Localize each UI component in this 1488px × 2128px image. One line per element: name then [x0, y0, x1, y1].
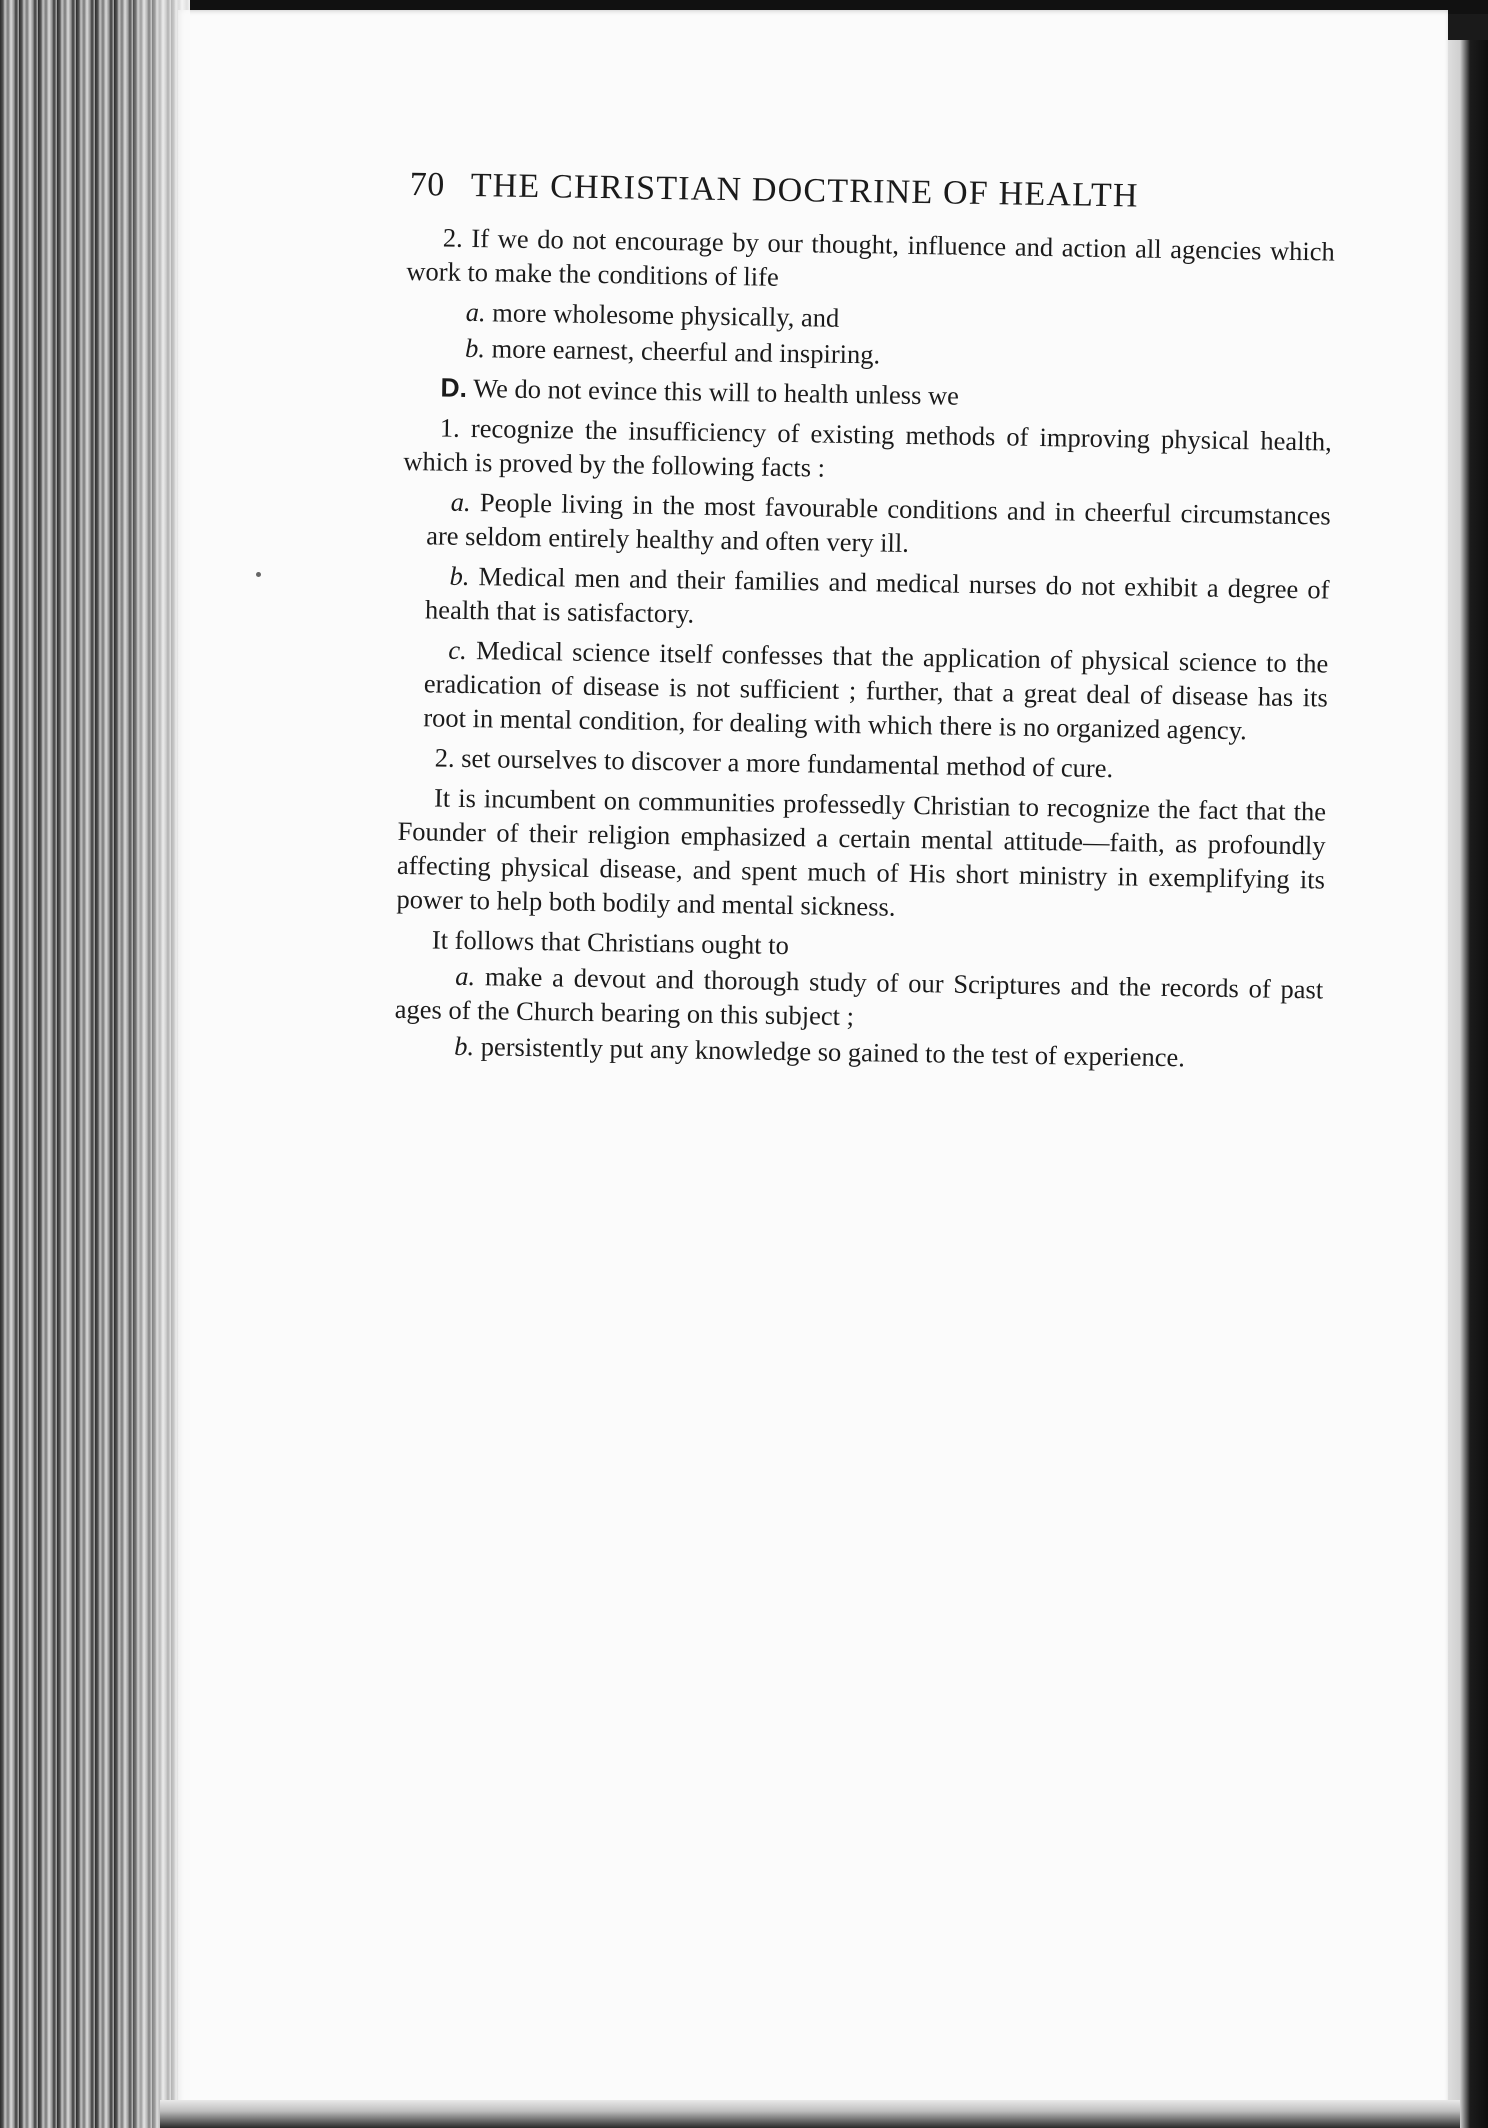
- subitem-a-people: [402, 484, 1331, 567]
- subitem-text: make a devout and thorough study of our Scriptures and the records of past ages of the Church bearing on this subject ;: [394, 961, 1324, 1032]
- section-label: D.: [440, 372, 468, 403]
- book-right-edge: [1448, 40, 1488, 2128]
- subitem-label: b.: [464, 332, 486, 364]
- paragraph-text: recognize the insufficiency of existing methods of improving physical health, which is proved by the following facts :: [403, 413, 1333, 483]
- paragraph-2-encourage: [406, 220, 1335, 303]
- subitem-text: more wholesome physically, and: [492, 297, 840, 333]
- subitem-label: a.: [465, 296, 486, 328]
- page-edge-fade: [120, 0, 190, 2128]
- subitem-text: Medical science itself confesses that the application of physical science to the eradication of disease is not sufficient ; further, that a great deal of disease has its root in mental condition, for dealing with which there is no organized agency.: [423, 635, 1329, 746]
- running-title: THE CHRISTIAN DOCTRINE OF HEALTH: [470, 166, 1139, 215]
- subitem-text: People living in the most favourable conditions and in cheerful circumstances are seldom entirely healthy and often very ill.: [425, 487, 1331, 558]
- subitem-text: more earnest, cheerful and inspiring.: [491, 333, 881, 370]
- subitem-label: a.: [455, 960, 476, 992]
- subitem-label: b.: [449, 560, 470, 592]
- subitem-label: a.: [450, 486, 471, 518]
- paragraph-text: set ourselves to discover a more fundamental method of cure.: [461, 742, 1114, 784]
- scan-speck: [256, 572, 261, 577]
- page-text-block: [394, 168, 1336, 1082]
- subitem-text: persistently put any knowledge so gained to the test of experience.: [480, 1031, 1186, 1073]
- paragraph-incumbent: [396, 780, 1326, 931]
- section-text: We do not evince this will to health unless we: [472, 373, 960, 411]
- paragraph-text: If we do not encourage by our thought, influence and action all agencies which work to make the conditions of life: [406, 223, 1336, 292]
- page-number: 70: [409, 166, 446, 204]
- subitem-label: c.: [448, 634, 468, 665]
- item-number: 2.: [442, 222, 464, 253]
- subitem-b-medical-men: [401, 558, 1330, 641]
- item-number: 1.: [439, 412, 461, 443]
- paragraph-1-recognize: [403, 410, 1332, 493]
- book-bottom-edge: [160, 2100, 1460, 2128]
- subitem-c-medical-science: [399, 632, 1328, 749]
- paragraph-text: It follows that Christians ought to: [431, 924, 790, 961]
- paragraph-text: It is incumbent on communities professedly Christian to recognize the fact that the Founder of their religion emphasized a certain mental attitude—faith, as profoundly affecting physical disease, and spent much of His short ministry in exemplifying its power to help both bodily and mental sickness.: [396, 782, 1327, 922]
- item-number: 2.: [434, 742, 455, 773]
- subitem-text: Medical men and their families and medical nurses do not exhibit a degree of health that is satisfactory.: [424, 561, 1330, 629]
- subitem-label: b.: [453, 1030, 475, 1062]
- subitem-a-study: [395, 958, 1324, 1041]
